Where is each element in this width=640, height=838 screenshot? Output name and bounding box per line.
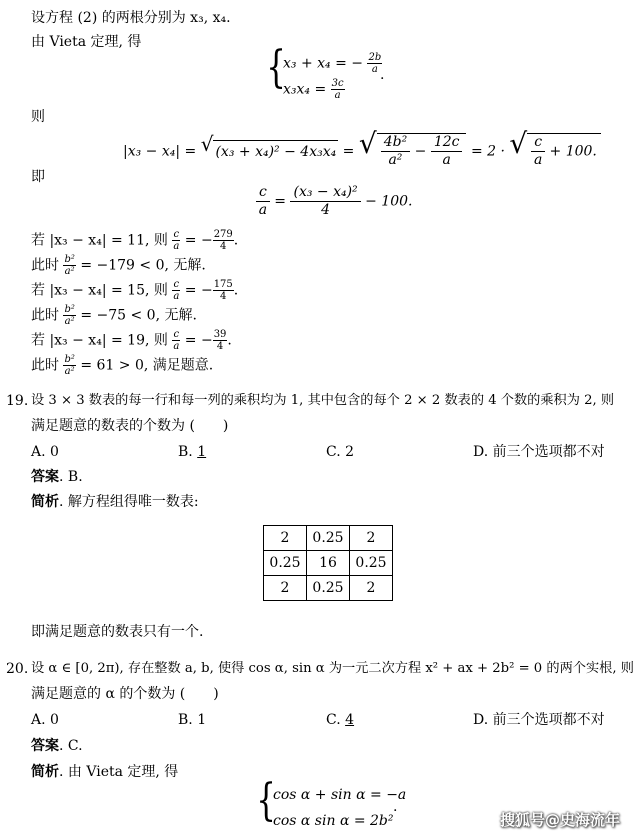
table-row: [264, 551, 393, 576]
system1-eq2: x₃x₄ = $\frac{3c}{a}$: [283, 78, 344, 101]
q20-system-eq1: cos α + sin α = −a: [273, 787, 407, 803]
table-cell: 0.25: [307, 526, 350, 551]
q20-number: 20.: [6, 661, 29, 677]
case-line-11: 若 |x₃ − x₄| = 11, 则 $\frac{c}{a}$ = − $\frac{279}{4}$ .: [31, 229, 239, 252]
q19-number: 19.: [6, 393, 29, 409]
label-ji: 即: [31, 169, 45, 185]
q20-answer: 答案. C.: [31, 738, 83, 754]
table-cell: 0.25: [264, 551, 307, 576]
table-row: [264, 526, 393, 551]
q20-system-eq2: cos α sin α = 2b²: [273, 813, 394, 829]
q19-answer: 答案. B.: [31, 469, 83, 485]
q19-number-table: [263, 525, 393, 601]
intro-line-vieta: 由 Vieta 定理, 得: [31, 34, 142, 50]
q20-option-c: C. 4: [326, 712, 355, 728]
q20-system-period: .: [393, 799, 398, 815]
q19-option-b: B. 1: [178, 444, 207, 460]
q20-option-d: D. 前三个选项都不对: [473, 712, 605, 728]
q20-explanation: 简析. 由 Vieta 定理, 得: [31, 764, 179, 780]
q19-option-d: D. 前三个选项都不对: [473, 444, 605, 460]
q20-option-a: A. 0: [31, 712, 59, 728]
case-result-15: 此时 $\frac{\text{b²}}{\text{a²}}$ = −75 < 0, 无解.: [31, 304, 197, 327]
q19-stem-line2: 满足题意的数表的个数为 ( ): [31, 418, 229, 434]
case-result-19: 此时 $\frac{\text{b²}}{\text{a²}}$ = 61 > 0, 满足题意.: [31, 354, 214, 377]
q19-option-c: C. 2: [326, 444, 355, 460]
system-brace: {: [266, 42, 286, 93]
system1-eq1: x₃ + x₄ = − $\frac{2b}{a}$: [283, 52, 382, 75]
system-brace: {: [256, 775, 276, 826]
table-row: [264, 576, 393, 601]
table-cell: 0.25: [307, 576, 350, 601]
q19-stem-line1: 设 3 × 3 数表的每一行和每一列的乘积均为 1, 其中包含的每个 2 × 2 数表的 4 个数的乘积为 2, 则: [31, 393, 615, 408]
case-line-19: 若 |x₃ − x₄| = 19, 则 $\frac{c}{a}$ = − $\frac{39}{4}$ .: [31, 329, 232, 352]
case-result-11: 此时 $\frac{\text{b²}}{\text{a²}}$ = −179 < 0, 无解.: [31, 254, 206, 277]
q20-stem-line1: 设 α ∈ [0, 2π), 存在整数 a, b, 使得 cos α, sin α 为一元二次方程 x² + ax + 2b² = 0 的两个实根, 则: [31, 661, 634, 676]
system1-period: .: [380, 67, 385, 83]
intro-line-roots: 设方程 (2) 的两根分别为 x₃, x₄.: [31, 10, 231, 26]
case-line-15: 若 |x₃ − x₄| = 15, 则 $\frac{c}{a}$ = − $\frac{175}{4}$ .: [31, 279, 239, 302]
watermark: 搜狐号@史海流年: [500, 811, 621, 829]
equation-c-over-a: $\frac{c}{a}$ = $\frac{\text{(x₃ − x₄)²}}{4}$ − 100.: [256, 184, 412, 219]
q19-option-a: A. 0: [31, 444, 59, 460]
table-cell: 2: [264, 576, 307, 601]
q20-stem-line2: 满足题意的 α 的个数为 ( ): [31, 686, 219, 702]
table-cell: 2: [350, 526, 393, 551]
q19-explanation: 简析. 解方程组得唯一数表:: [31, 494, 199, 510]
table-cell: 16: [307, 551, 350, 576]
table-cell: 0.25: [350, 551, 393, 576]
q20-option-b: B. 1: [178, 712, 207, 728]
table-cell: 2: [350, 576, 393, 601]
q19-conclusion: 即满足题意的数表只有一个.: [31, 624, 204, 640]
equation-abs-difference: |x₃ − x₄| = √ (x₃ + x₄)² − 4x₃x₄ = √ $\frac{\text{4b²}}{\text{a²}}$ − $\frac{12c}{a}$ = 2 · √ $\frac{c}{a}$ + 100.: [123, 133, 601, 169]
label-then: 则: [31, 109, 45, 125]
table-cell: 2: [264, 526, 307, 551]
